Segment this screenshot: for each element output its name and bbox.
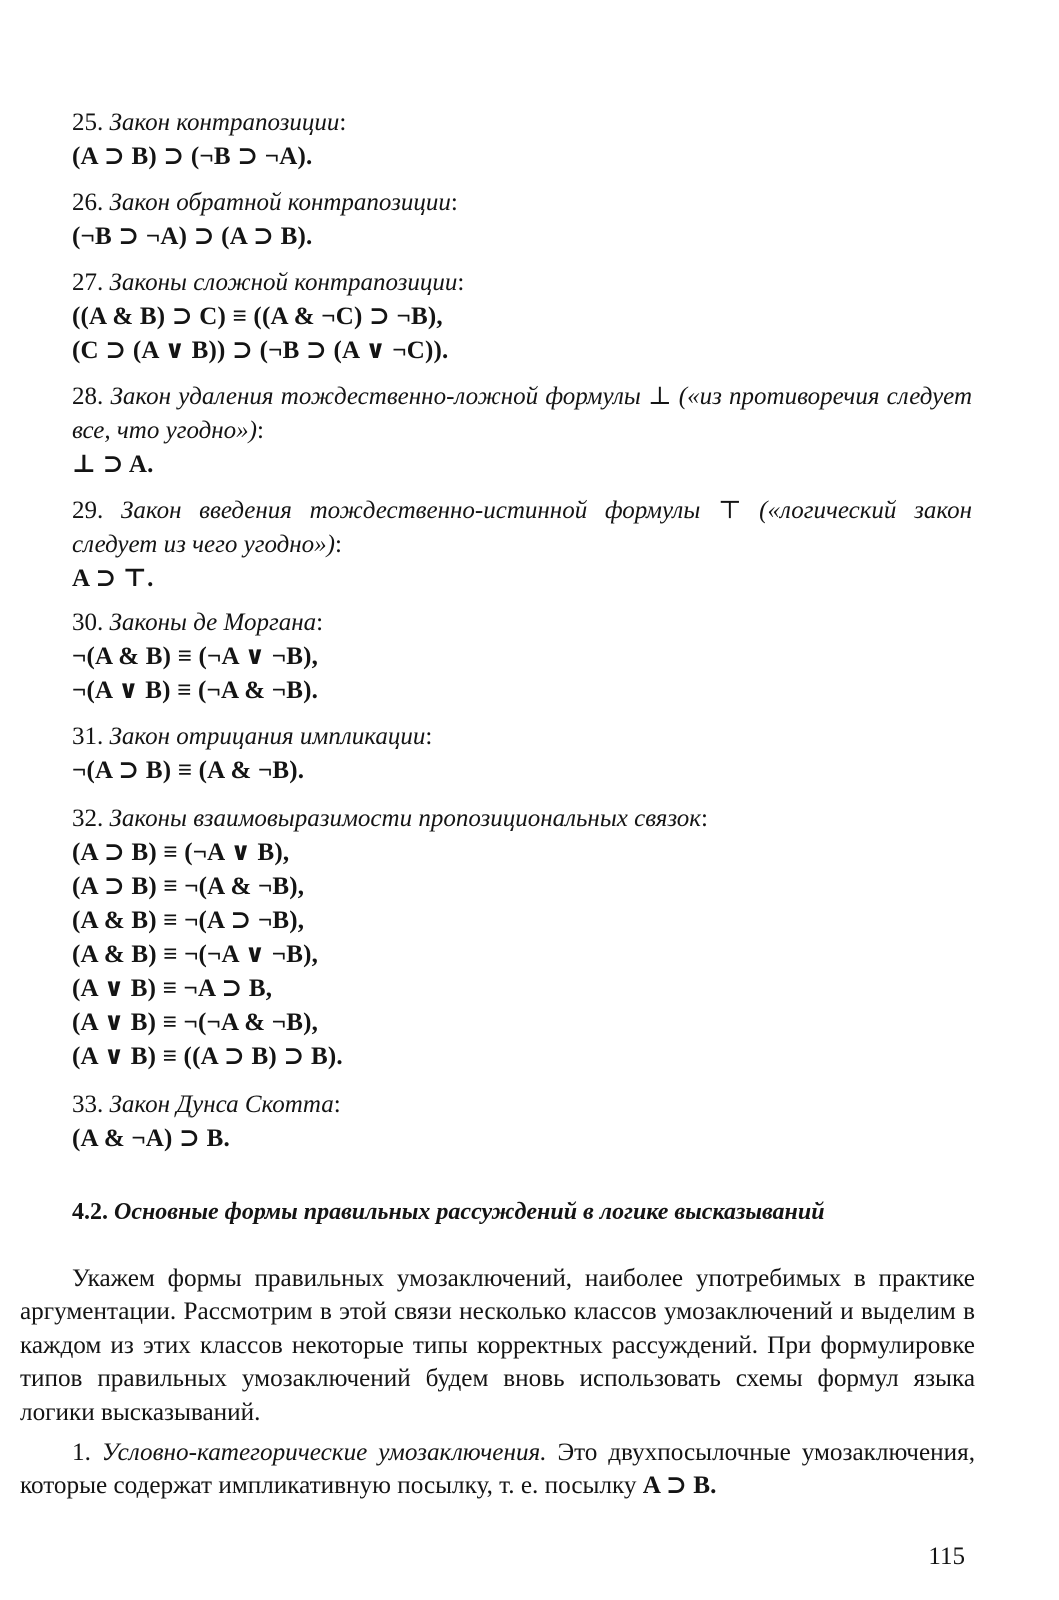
section-number: 4.2. xyxy=(72,1199,108,1225)
law-formula: (A ⊃ B) ⊃ (¬B ⊃ ¬A). xyxy=(72,143,313,170)
law-formula: ⊥ ⊃ A. xyxy=(72,451,154,478)
law-28 xyxy=(72,380,972,482)
law-formula: (A ⊃ B) ≡ ¬(A & ¬B), xyxy=(72,873,305,900)
law-name: Законы взаимовыразимости пропозициональных связок xyxy=(109,805,701,832)
law-30 xyxy=(72,606,972,708)
law-32 xyxy=(72,802,972,1074)
law-formula: (A ∨ B) ≡ ¬A ⊃ B, xyxy=(72,975,273,1002)
law-title: 26. Закон обратной контрапозиции: xyxy=(72,189,458,216)
law-25 xyxy=(72,106,972,174)
law-number: 26. xyxy=(72,189,104,216)
law-name: Законы сложной контрапозиции xyxy=(109,269,458,296)
law-formula: (A & B) ≡ ¬(A ⊃ ¬B), xyxy=(72,907,305,934)
law-formula: ¬(A ∨ B) ≡ (¬A & ¬B). xyxy=(72,677,319,704)
law-title: 30. Законы де Моргана: xyxy=(72,609,324,636)
item-number: 1. xyxy=(72,1439,91,1466)
law-number: 29. xyxy=(72,497,104,524)
law-formula: ((A & B) ⊃ C) ≡ ((A & ¬C) ⊃ ¬B), xyxy=(72,303,443,330)
law-formula: ¬(A & B) ≡ (¬A ∨ ¬B), xyxy=(72,643,319,670)
law-26 xyxy=(72,186,972,254)
body-paragraph xyxy=(20,1436,975,1503)
law-number: 27. xyxy=(72,269,104,296)
item-formula: A ⊃ B. xyxy=(642,1472,717,1500)
item-text: Это двухпосылочные умозаключения, которые содержат импликативную посылку, т. е. посылку xyxy=(20,1439,975,1500)
item-title: Условно-категорические умозаключения. xyxy=(101,1439,547,1466)
law-formula: (¬B ⊃ ¬A) ⊃ (A ⊃ B). xyxy=(72,223,313,250)
law-name: Закон отрицания импликации xyxy=(109,723,426,750)
body-paragraph: Укажем формы правильных умозаключений, наиболее употребимых в практике аргументации. Рассмотрим в этой связи несколько классов умозаключений и выделим в каждом из этих классов некоторые типы корректных рассуждений. При формулировке типов правильных умозаключений будем вновь использовать схемы формул языка логики высказываний. xyxy=(20,1265,975,1426)
law-formula: ¬(A ⊃ B) ≡ (A & ¬B). xyxy=(72,757,305,784)
law-31 xyxy=(72,720,972,788)
law-number: 32. xyxy=(72,805,104,832)
law-formula: (A ∨ B) ≡ ((A ⊃ B) ⊃ B). xyxy=(72,1043,343,1070)
page-number: 115 xyxy=(928,1543,965,1570)
section-heading xyxy=(72,1196,972,1228)
law-29 xyxy=(72,494,972,596)
law-number: 33. xyxy=(72,1091,104,1118)
law-name: Закон удаления тождественно-ложной формулы ⊥ («из противоречия следует все, что угодно») xyxy=(72,383,972,444)
law-formula: (A ∨ B) ≡ ¬(¬A & ¬B), xyxy=(72,1009,319,1036)
law-formula: (C ⊃ (A ∨ B)) ⊃ (¬B ⊃ (A ∨ ¬C)). xyxy=(72,337,449,364)
section-title: Основные формы правильных рассуждений в логике высказываний xyxy=(114,1199,825,1225)
law-title: 31. Закон отрицания импликации: xyxy=(72,723,433,750)
law-title: 25. Закон контрапозиции: xyxy=(72,109,347,136)
law-number: 28. xyxy=(72,383,104,410)
law-title: 29. Закон введения тождественно-истинной формулы ⊤ («логический закон следует из чего угодно»): xyxy=(72,497,973,558)
law-title: 32. Законы взаимовыразимости пропозициональных связок: xyxy=(72,805,708,832)
law-title: 28. Закон удаления тождественно-ложной формулы ⊥ («из противоречия следует все, что угодно»): xyxy=(72,383,972,444)
law-name: Законы де Моргана xyxy=(109,609,317,636)
law-name: Закон обратной контрапозиции xyxy=(109,189,451,216)
law-27 xyxy=(72,266,972,368)
law-formula: (A & ¬A) ⊃ B. xyxy=(72,1125,230,1152)
law-title: 33. Закон Дунса Скотта: xyxy=(72,1091,341,1118)
law-33 xyxy=(72,1088,972,1156)
law-name: Закон контрапозиции xyxy=(109,109,340,136)
law-number: 30. xyxy=(72,609,104,636)
law-number: 25. xyxy=(72,109,104,136)
law-formula: (A & B) ≡ ¬(¬A ∨ ¬B), xyxy=(72,941,319,968)
law-title: 27. Законы сложной контрапозиции: xyxy=(72,269,465,296)
law-formula: A ⊃ ⊤. xyxy=(72,565,154,592)
law-number: 31. xyxy=(72,723,104,750)
law-name: Закон Дунса Скотта xyxy=(109,1091,334,1118)
law-formula: (A ⊃ B) ≡ (¬A ∨ B), xyxy=(72,839,290,866)
law-name: Закон введения тождественно-истинной формулы ⊤ («логический закон следует из чего угодно») xyxy=(72,497,973,558)
